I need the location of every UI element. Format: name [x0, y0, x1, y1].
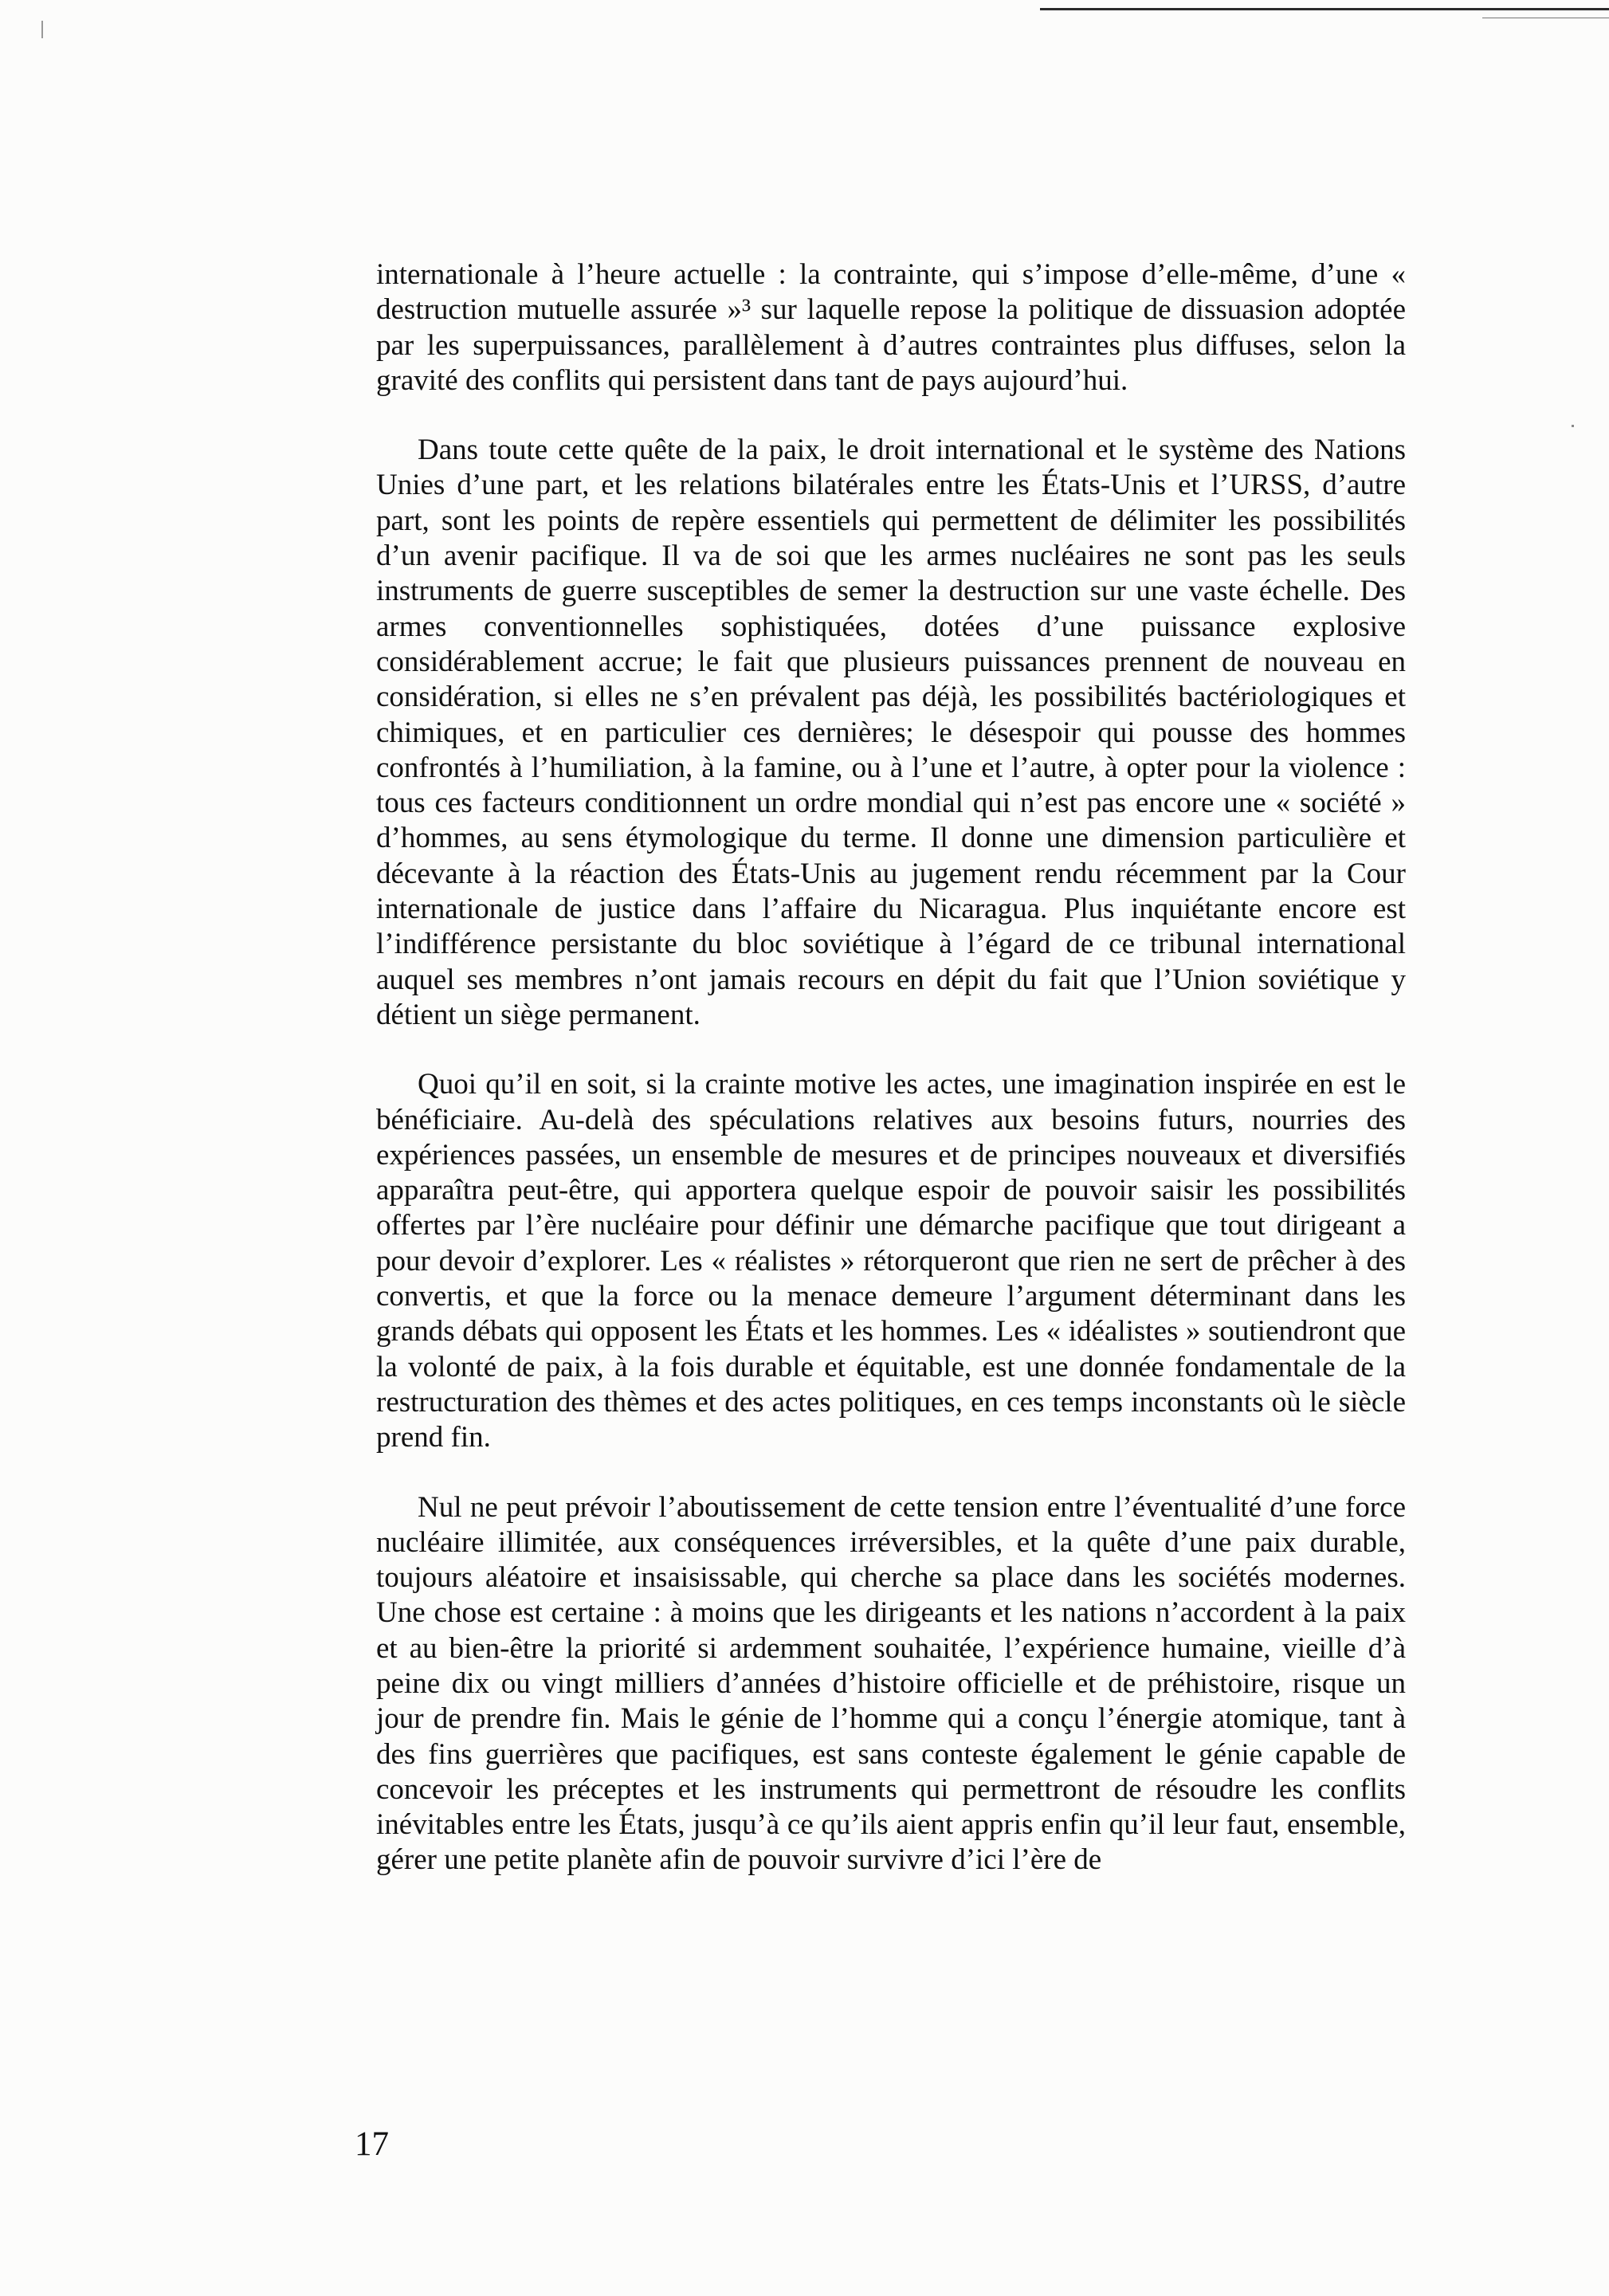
scan-mark — [41, 21, 43, 38]
body-text — [376, 257, 1406, 1878]
scan-edge-line — [1040, 8, 1609, 10]
page-number: 17 — [355, 2125, 389, 2163]
paragraph-2: Dans toute cette quête de la paix, le droit international et le système des Nations Unies d’une part, et les relations bilatérales entre les États-Unis et l’URSS, d’autre part, sont les points de repère essentiels qui permettent de délimiter les possibilités d’un avenir pacifique. Il va de soi que les armes nucléaires ne sont pas les seuls instruments de guerre susceptibles de semer la destruction sur une vaste échelle. Des armes conventionnelles sophistiquées, dotées d’une puissance explosive considérablement accrue; le fait que plusieurs puissances prennent de nouveau en considération, si elles ne s’en prévalent pas déjà, les possibilités bactériologiques et chimiques, et en particulier ces dernières; le désespoir qui pousse des hommes confrontés à l’humiliation, à la famine, ou à l’une et l’autre, à opter pour la violence : tous ces facteurs conditionnent un ordre mondial qui n’est pas encore une « société » d’hommes, au sens étymologique du terme. Il donne une dimension particulière et décevante à la réaction des États-Unis au jugement rendu récemment par la Cour internationale de justice dans l’affaire du Nicaragua. Plus inquiétante encore est l’indifférence persistante du bloc soviétique à l’égard de ce tribunal international auquel ses membres n’ont jamais recours en dépit du fait que l’Union soviétique y détient un siège permanent. — [376, 434, 1406, 1031]
paragraph-3: Quoi qu’il en soit, si la crainte motive les actes, une imagination inspirée en est le bénéficiaire. Au-delà des spéculations relatives aux besoins futurs, nourries des expériences passées, un ensemble de mesures et de principes nouveaux et diversifiés apparaîtra peut-être, qui apportera quelque espoir de pouvoir saisir les possibilités offertes par l’ère nucléaire pour définir une démarche pacifique que tout dirigeant a pour devoir d’explorer. Les « réalistes » rétorqueront que rien ne sert de prêcher à des convertis, et que la force ou la menace demeure l’argument déterminant dans les grands débats qui opposent les États et les hommes. Les « idéalistes » soutiendront que la volonté de paix, à la fois durable et équitable, est une donnée fondamentale de la restructuration des thèmes et des actes politiques, en ces temps inconstants où le siècle prend fin. — [376, 1068, 1406, 1454]
scan-speck — [1572, 425, 1574, 427]
paragraph-4: Nul ne peut prévoir l’aboutissement de cette tension entre l’éventualité d’une force nucléaire illimitée, aux conséquences irréversibles, et la quête d’une paix durable, toujours aléatoire et insaisissable, qui cherche sa place dans les sociétés modernes. Une chose est certaine : à moins que les dirigeants et les nations n’accordent à la paix et au bien-être la priorité si ardemment souhaitée, l’expérience humaine, vieille d’à peine dix ou vingt milliers d’années d’histoire officielle et de préhistoire, risque un jour de prendre fin. Mais le génie de l’homme qui a conçu l’énergie atomique, tant à des fins guerrières que pacifiques, est sans conteste également le génie capable de concevoir les préceptes et les instruments qui permettront de résoudre les conflits inévitables entre les États, jusqu’à ce qu’ils aient appris enfin qu’il leur faut, ensemble, gérer une petite planète afin de pouvoir survivre d’ici l’ère de — [376, 1490, 1406, 1877]
paragraph-1: internationale à l’heure actuelle : la contrainte, qui s’impose d’elle-même, d’une « destruction mutuelle assurée »³ sur laquelle repose la politique de dissuasion adoptée par les superpuissances, parallèlement à d’autres contraintes plus diffuses, selon la gravité des conflits qui persistent dans tant de pays aujourd’hui. — [376, 258, 1406, 397]
